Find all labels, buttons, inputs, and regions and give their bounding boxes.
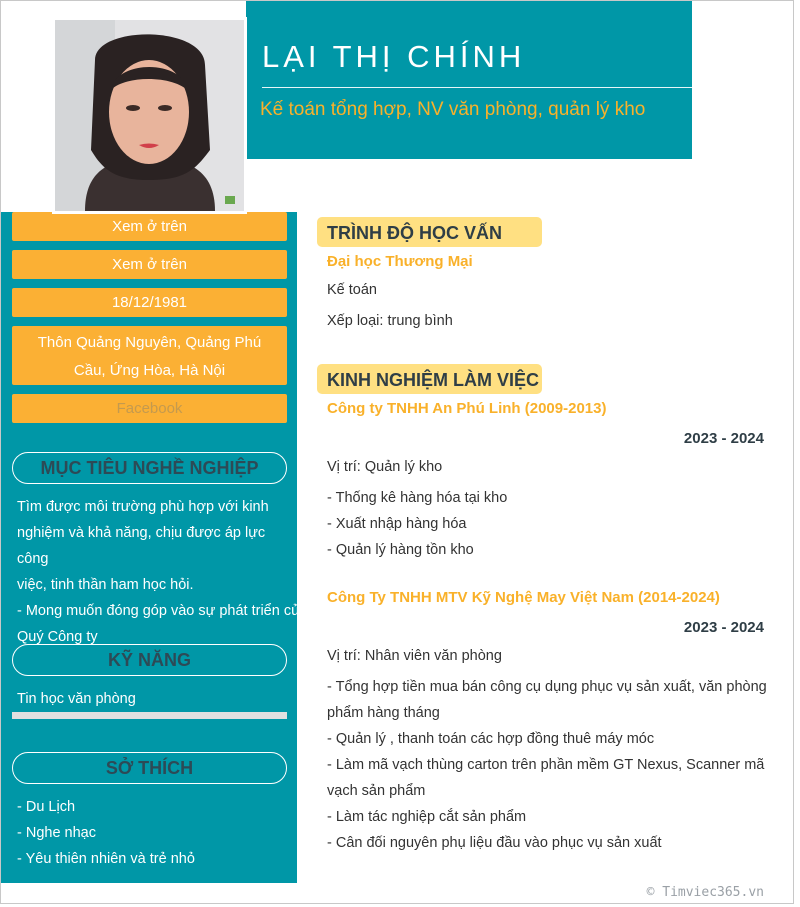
birthday-box: 18/12/1981	[12, 288, 287, 317]
header-band	[246, 1, 692, 159]
job-period: 2023 - 2024	[683, 430, 764, 447]
profile-photo	[52, 17, 247, 214]
objective-line: việc, tinh thần ham học hỏi.	[17, 577, 194, 593]
contact-item-2: Xem ở trên	[12, 250, 287, 279]
job-duties	[327, 485, 777, 563]
duty-item: phẩm hàng tháng	[327, 705, 440, 721]
portrait-image	[55, 20, 244, 211]
address-box	[12, 326, 287, 385]
candidate-name: LẠI THỊ CHÍNH	[262, 39, 526, 74]
objective-line: Quý Công ty	[17, 629, 98, 645]
company-name: Công ty TNHH An Phú Linh (2009-2013)	[327, 400, 607, 417]
name-divider	[262, 87, 692, 88]
watermark: © Timviec365.vn	[646, 885, 764, 900]
duty-item: - Xuất nhập hàng hóa	[327, 516, 467, 532]
facebook-link[interactable]: Facebook	[12, 394, 287, 423]
education-major: Kế toán	[327, 282, 377, 298]
experience-heading: KINH NGHIỆM LÀM VIỆC	[317, 364, 542, 394]
hobby-item: - Du Lịch	[17, 799, 76, 815]
objective-line: nghiệm và khả năng, chịu được áp lực công	[17, 525, 266, 567]
job-title: Kế toán tổng hợp, NV văn phòng, quản lý kho	[260, 99, 646, 120]
duty-item: - Quản lý hàng tồn kho	[327, 542, 474, 558]
objective-text	[17, 494, 308, 650]
address-line-1: Thôn Quảng Nguyên, Quảng Phú	[37, 334, 262, 351]
skills-heading: KỸ NĂNG	[12, 644, 287, 676]
school-name: Đại học Thương Mại	[327, 253, 473, 270]
duty-item: - Tổng hợp tiền mua bán công cụ dụng phục vụ sản xuất, văn phòng	[327, 679, 767, 695]
hobbies-heading: SỞ THÍCH	[12, 752, 287, 784]
job-position: Vị trí: Nhân viên văn phòng	[327, 648, 502, 664]
company-name: Công Ty TNHH MTV Kỹ Nghệ May Việt Nam (2014-2024)	[327, 589, 720, 606]
education-heading: TRÌNH ĐỘ HỌC VẤN	[317, 217, 542, 247]
job-period: 2023 - 2024	[683, 619, 764, 636]
objective-line: Tìm được môi trường phù hợp với kinh	[17, 499, 269, 515]
contact-item-1: Xem ở trên	[12, 212, 287, 241]
address-line-2: Cầu, Ứng Hòa, Hà Nội	[73, 362, 226, 379]
hobby-item: - Nghe nhạc	[17, 825, 96, 841]
objective-heading: MỤC TIÊU NGHỀ NGHIỆP	[12, 452, 287, 484]
skill-name: Tin học văn phòng	[17, 691, 136, 707]
job-position: Vị trí: Quản lý kho	[327, 459, 443, 475]
job-duties	[327, 674, 777, 856]
duty-item: vạch sản phẩm	[327, 783, 426, 799]
education-grade: Xếp loại: trung bình	[327, 313, 453, 329]
sidebar	[1, 212, 308, 883]
duty-item: - Quản lý , thanh toán các hợp đồng thuê máy móc	[327, 731, 655, 747]
duty-item: - Cân đối nguyên phụ liệu đầu vào phục vụ sản xuất	[327, 835, 662, 851]
hobby-item: - Yêu thiên nhiên và trẻ nhỏ	[17, 851, 195, 867]
hobbies-list	[17, 794, 297, 872]
duty-item: - Thống kê hàng hóa tại kho	[327, 490, 508, 506]
objective-line: - Mong muốn đóng góp vào sự phát triển của	[17, 603, 308, 619]
skill-level-bar	[12, 712, 287, 719]
duty-item: - Làm tác nghiệp cắt sản phẩm	[327, 809, 527, 825]
duty-item: - Làm mã vạch thùng carton trên phần mềm GT Nexus, Scanner mã	[327, 757, 765, 773]
